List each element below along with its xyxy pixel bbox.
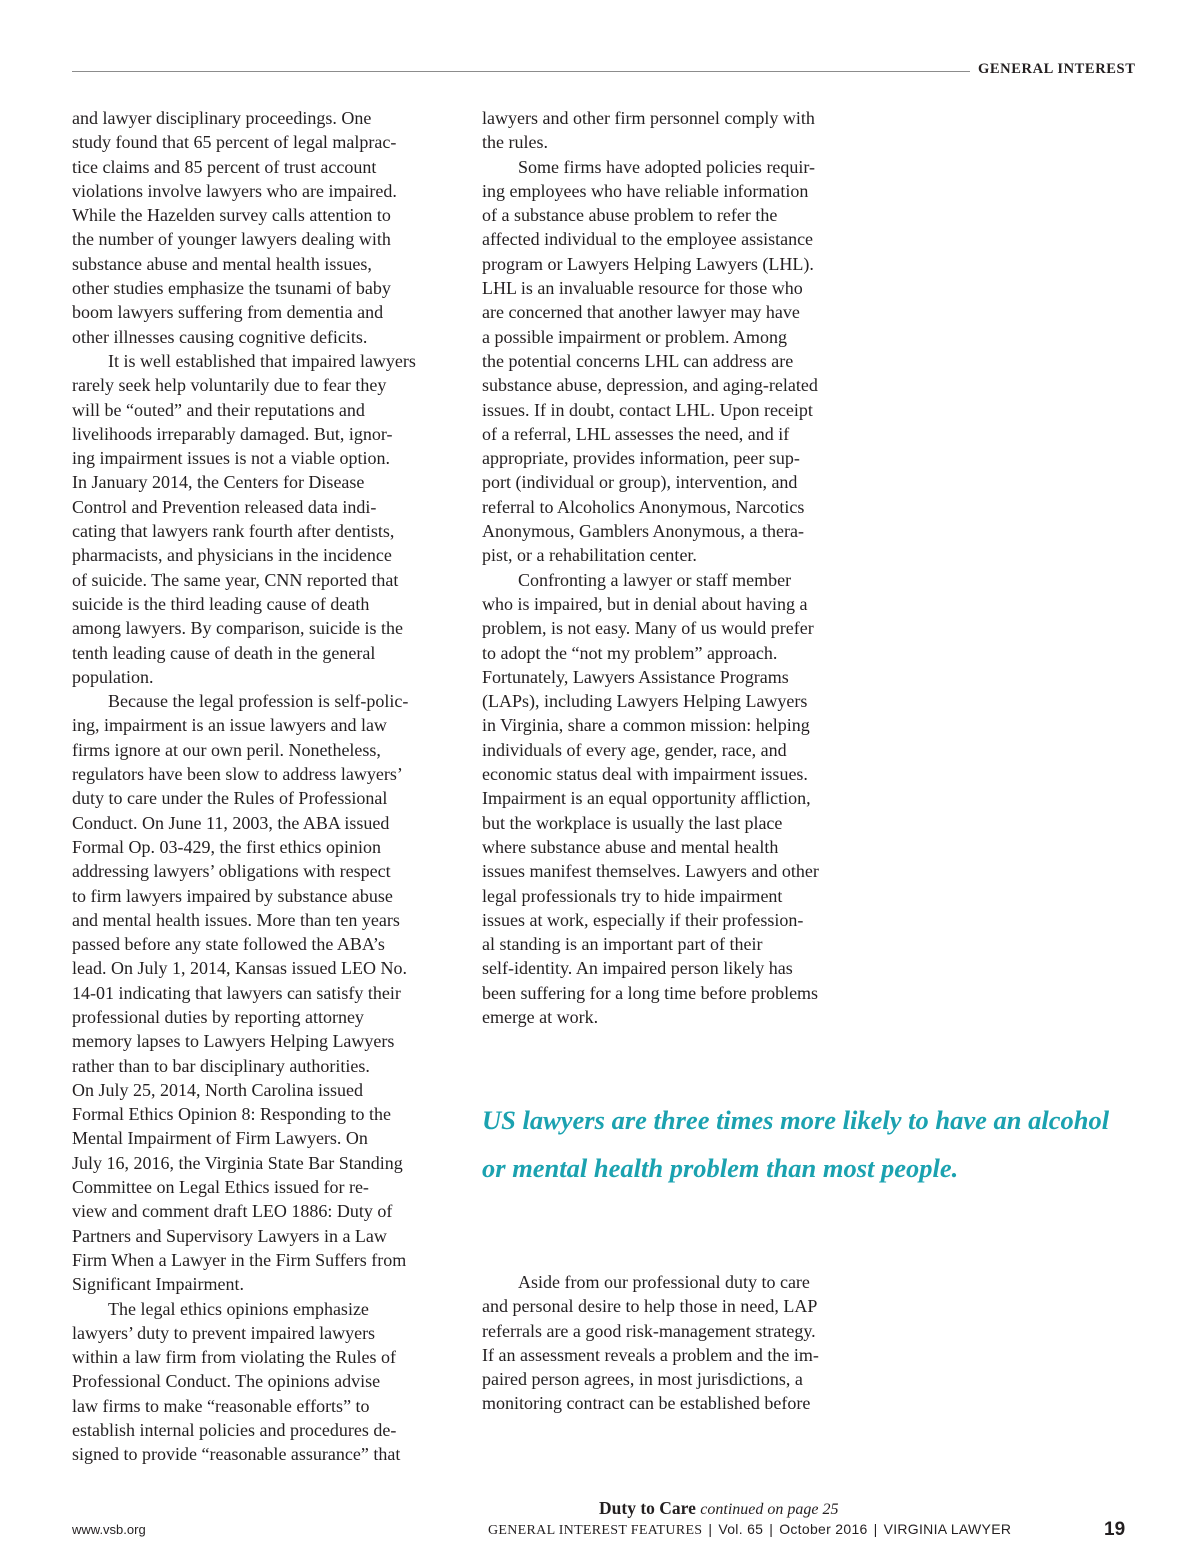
text-line: al standing is an important part of their xyxy=(482,934,763,955)
text-line: Conduct. On June 11, 2003, the ABA issued xyxy=(72,812,390,833)
text-line: tenth leading cause of death in the general xyxy=(72,642,376,663)
text-line: substance abuse, depression, and aging-related xyxy=(482,375,818,396)
text-line: to adopt the “not my problem” approach. xyxy=(482,642,778,663)
text-line: lead. On July 1, 2014, Kansas issued LEO No. xyxy=(72,958,407,979)
text-line: lawyers’ duty to prevent impaired lawyers xyxy=(72,1322,376,1343)
text-line: port (individual or group), intervention, and xyxy=(482,472,798,493)
text-line: Mental Impairment of Firm Lawyers. On xyxy=(72,1128,368,1149)
text-line: (LAPs), including Lawyers Helping Lawyers xyxy=(482,691,808,712)
text-line: Professional Conduct. The opinions advise xyxy=(72,1371,381,1392)
page-number: 19 xyxy=(1104,1519,1126,1540)
header-rule xyxy=(72,71,970,72)
footer-section: GENERAL INTEREST FEATURES xyxy=(488,1523,703,1538)
text-line: and lawyer disciplinary proceedings. One xyxy=(72,108,372,128)
text-line: issues. If in doubt, contact LHL. Upon receipt xyxy=(482,399,813,420)
text-line: economic status deal with impairment issues. xyxy=(482,764,808,785)
footer-date: October 2016 xyxy=(779,1521,868,1537)
text-line: signed to provide “reasonable assurance” that xyxy=(72,1444,401,1465)
text-line: duty to care under the Rules of Professional xyxy=(72,788,388,809)
footer-info xyxy=(488,1521,1011,1539)
text-line: boom lawyers suffering from dementia and xyxy=(72,302,384,323)
text-line: the rules. xyxy=(482,132,548,153)
text-line: referral to Alcoholics Anonymous, Narcotics xyxy=(482,496,805,517)
text-line: The legal ethics opinions emphasize xyxy=(108,1298,369,1319)
text-line: lawyers and other firm personnel comply with xyxy=(482,108,815,128)
footer-publication: VIRGINIA LAWYER xyxy=(883,1521,1012,1537)
text-line: rather than to bar disciplinary authorities. xyxy=(72,1055,370,1076)
text-line: establish internal policies and procedures de- xyxy=(72,1420,397,1441)
text-line: LHL is an invaluable resource for those who xyxy=(482,278,803,299)
text-line: If an assessment reveals a problem and the im- xyxy=(482,1344,819,1365)
text-line: emerge at work. xyxy=(482,1006,599,1027)
text-line: Significant Impairment. xyxy=(72,1274,244,1295)
text-line: Formal Ethics Opinion 8: Responding to the xyxy=(72,1104,391,1125)
footer-separator: | xyxy=(873,1521,878,1537)
text-line: Formal Op. 03-429, the first ethics opinion xyxy=(72,836,381,857)
text-line: firms ignore at our own peril. Nonetheless, xyxy=(72,739,381,760)
text-line: other illnesses causing cognitive deficits. xyxy=(72,326,368,347)
text-line: tice claims and 85 percent of trust account xyxy=(72,156,377,177)
text-line: 14-01 indicating that lawyers can satisfy their xyxy=(72,982,401,1003)
text-line: professional duties by reporting attorney xyxy=(72,1006,364,1027)
pull-quote-line-2: or mental health problem than most people. xyxy=(482,1153,959,1183)
text-line: paired person agrees, in most jurisdictions, a xyxy=(482,1369,803,1390)
text-line: been suffering for a long time before problems xyxy=(482,982,819,1003)
text-line: population. xyxy=(72,666,154,687)
text-line: and mental health issues. More than ten years xyxy=(72,909,400,930)
text-line: July 16, 2016, the Virginia State Bar Standing xyxy=(72,1152,403,1173)
continued-notice xyxy=(599,1498,838,1519)
text-line: who is impaired, but in denial about having a xyxy=(482,593,808,614)
text-line: Anonymous, Gamblers Anonymous, a thera- xyxy=(482,521,804,542)
text-line: study found that 65 percent of legal malprac- xyxy=(72,132,397,153)
text-line: It is well established that impaired lawyers xyxy=(108,350,416,371)
text-line: view and comment draft LEO 1886: Duty of xyxy=(72,1201,393,1222)
text-line: issues at work, especially if their profession- xyxy=(482,909,804,930)
text-line: cating that lawyers rank fourth after dentists, xyxy=(72,521,395,542)
text-line: Partners and Supervisory Lawyers in a Law xyxy=(72,1225,387,1246)
pull-quote-line-1: US lawyers are three times more likely to have an alcohol xyxy=(482,1105,1110,1135)
text-line: individuals of every age, gender, race, and xyxy=(482,739,787,760)
text-line: Some firms have adopted policies requir- xyxy=(518,156,816,177)
text-line: the number of younger lawyers dealing with xyxy=(72,229,391,250)
text-line: program or Lawyers Helping Lawyers (LHL). xyxy=(482,253,814,274)
text-line: livelihoods irreparably damaged. But, ignor- xyxy=(72,423,393,444)
text-line: but the workplace is usually the last place xyxy=(482,812,783,833)
text-line: legal professionals try to hide impairment xyxy=(482,885,783,906)
text-line: On July 25, 2014, North Carolina issued xyxy=(72,1079,363,1100)
text-line: Firm When a Lawyer in the Firm Suffers from xyxy=(72,1249,407,1270)
text-line: ing employees who have reliable information xyxy=(482,180,809,201)
right-column-top xyxy=(482,106,857,1029)
text-line: pharmacists, and physicians in the incidence xyxy=(72,545,392,566)
right-column-bottom xyxy=(482,1270,857,1416)
text-line: the potential concerns LHL can address are xyxy=(482,350,794,371)
text-line: Control and Prevention released data indi- xyxy=(72,496,377,517)
text-line: Aside from our professional duty to care xyxy=(518,1272,810,1292)
text-line: a possible impairment or problem. Among xyxy=(482,326,787,347)
text-line: will be “outed” and their reputations and xyxy=(72,399,365,420)
text-line: are concerned that another lawyer may have xyxy=(482,302,800,323)
text-line: suicide is the third leading cause of death xyxy=(72,593,370,614)
text-line: within a law firm from violating the Rules of xyxy=(72,1347,396,1368)
text-line: substance abuse and mental health issues, xyxy=(72,253,372,274)
text-line: issues manifest themselves. Lawyers and other xyxy=(482,861,819,882)
text-line: Confronting a lawyer or staff member xyxy=(518,569,792,590)
text-line: Impairment is an equal opportunity affliction, xyxy=(482,788,811,809)
text-line: While the Hazelden survey calls attention to xyxy=(72,205,391,226)
text-line: In January 2014, the Centers for Disease xyxy=(72,472,365,493)
text-line: to firm lawyers impaired by substance abuse xyxy=(72,885,393,906)
text-line: ing impairment issues is not a viable option. xyxy=(72,448,390,469)
text-line: Fortunately, Lawyers Assistance Programs xyxy=(482,666,789,687)
footer-url: www.vsb.org xyxy=(72,1522,146,1537)
text-line: problem, is not easy. Many of us would prefer xyxy=(482,618,814,639)
text-line: where substance abuse and mental health xyxy=(482,836,779,857)
text-line: other studies emphasize the tsunami of baby xyxy=(72,278,391,299)
pull-quote xyxy=(482,1096,1162,1192)
footer-separator: | xyxy=(769,1521,774,1537)
section-label: GENERAL INTEREST xyxy=(978,61,1136,77)
text-line: referrals are a good risk-management strategy. xyxy=(482,1320,816,1341)
text-line: affected individual to the employee assistance xyxy=(482,229,814,250)
continued-article-title: Duty to Care xyxy=(599,1498,696,1518)
text-line: rarely seek help voluntarily due to fear they xyxy=(72,375,387,396)
footer-volume: Vol. 65 xyxy=(718,1521,764,1537)
text-line: Because the legal profession is self-polic- xyxy=(108,691,409,712)
text-line: law firms to make “reasonable efforts” to xyxy=(72,1395,370,1416)
text-line: appropriate, provides information, peer sup- xyxy=(482,448,800,469)
text-line: and personal desire to help those in need, LAP xyxy=(482,1296,818,1317)
footer-separator: | xyxy=(708,1521,713,1537)
left-column xyxy=(72,106,448,1467)
text-line: monitoring contract can be established before xyxy=(482,1393,811,1414)
text-line: of a referral, LHL assesses the need, and if xyxy=(482,423,790,444)
text-line: passed before any state followed the ABA’s xyxy=(72,934,385,955)
text-line: pist, or a rehabilitation center. xyxy=(482,545,697,566)
text-line: self-identity. An impaired person likely has xyxy=(482,958,793,979)
text-line: among lawyers. By comparison, suicide is the xyxy=(72,618,403,639)
text-line: of suicide. The same year, CNN reported that xyxy=(72,569,399,590)
text-line: regulators have been slow to address lawyers’ xyxy=(72,764,403,785)
text-line: in Virginia, share a common mission: helping xyxy=(482,715,810,736)
text-line: violations involve lawyers who are impaired. xyxy=(72,180,397,201)
continued-page-note: continued on page 25 xyxy=(700,1501,839,1518)
text-line: memory lapses to Lawyers Helping Lawyers xyxy=(72,1031,395,1052)
text-line: ing, impairment is an issue lawyers and law xyxy=(72,715,387,736)
text-line: of a substance abuse problem to refer the xyxy=(482,205,778,226)
text-line: Committee on Legal Ethics issued for re- xyxy=(72,1177,369,1198)
text-line: addressing lawyers’ obligations with respect xyxy=(72,861,391,882)
